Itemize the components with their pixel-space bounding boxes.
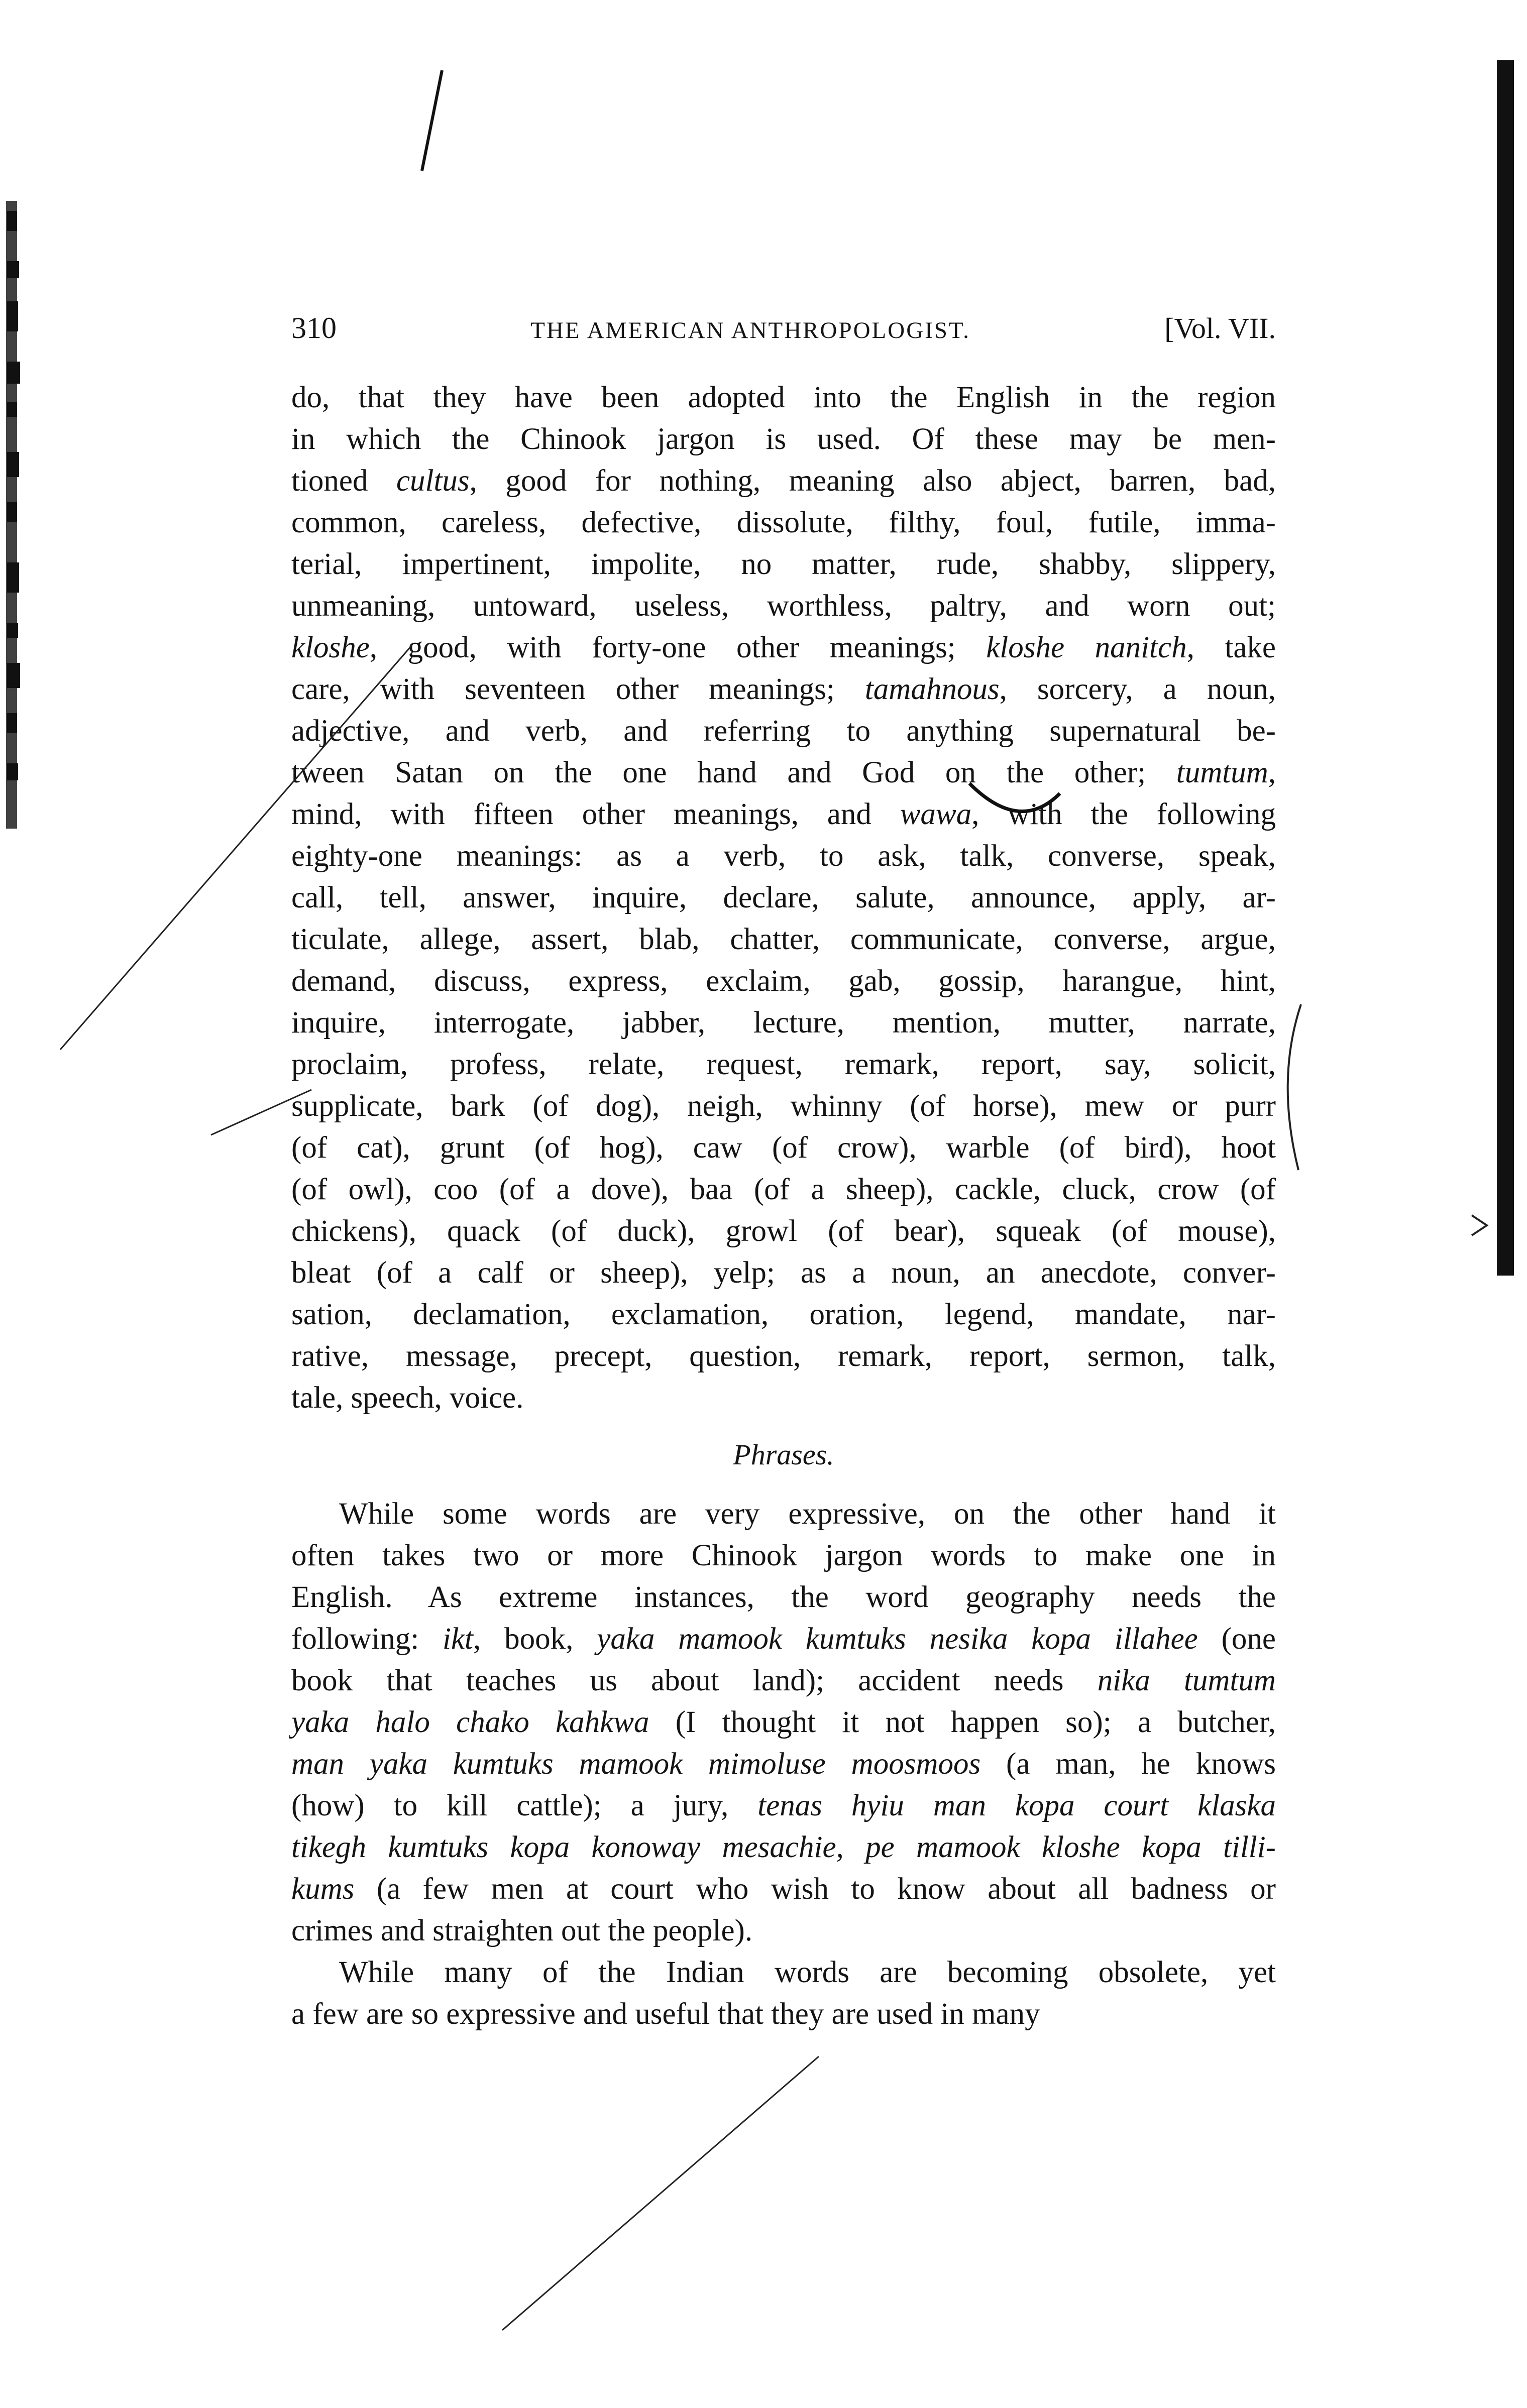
text-run: crimes and straighten out the people).: [291, 1914, 753, 1947]
text-run: following:: [291, 1622, 443, 1656]
text-run: , take: [1186, 631, 1276, 664]
text-run: (one: [1197, 1622, 1276, 1656]
chinook-term: yaka halo chako kahkwa: [291, 1705, 649, 1739]
text-run: supplicate, bark (of dog), neigh, whinny (of horse), mew or purr: [291, 1089, 1276, 1123]
pencil-bracket-right: [1288, 1004, 1301, 1170]
chinook-term: kloshe nanitch: [986, 631, 1187, 664]
chinook-term: tenas hyiu man kopa court klaska: [757, 1789, 1276, 1822]
pencil-stroke-bottom: [502, 2056, 819, 2330]
text-run: book that teaches us about land); accident needs: [291, 1664, 1098, 1697]
text-run: common, careless, defective, dissolute, filthy, foul, futile, imma-: [291, 506, 1276, 539]
text-run: a few are so expressive and useful that they are used in many: [291, 1997, 1040, 2031]
text-run: (a man, he knows: [980, 1747, 1276, 1781]
text-run: English. As extreme instances, the word geography needs the: [291, 1580, 1276, 1614]
text-run: inquire, interrogate, jabber, lecture, mention, mutter, narrate,: [291, 1006, 1276, 1040]
chinook-term: man yaka kumtuks mamook mimoluse moosmoos: [291, 1747, 981, 1781]
chinook-term: tumtum: [1176, 756, 1268, 789]
text-run: tween Satan on the one hand and God on the other;: [291, 756, 1176, 789]
text-run: , good, with forty-one other meanings;: [369, 631, 987, 664]
chinook-term: yaka mamook kumtuks nesika kopa illahee: [597, 1622, 1198, 1656]
chinook-term: tikegh kumtuks kopa konoway mesachie, pe mamook kloshe kopa tilli-: [291, 1830, 1276, 1864]
chinook-term: kums: [291, 1872, 355, 1906]
text-run: (how) to kill cattle); a jury,: [291, 1789, 758, 1822]
pencil-loop: [969, 783, 1060, 812]
text-run: (of cat), grunt (of hog), caw (of crow), warble (of bird), hoot: [291, 1131, 1276, 1165]
text-run: ticulate, allege, assert, blab, chatter, communicate, converse, argue,: [291, 923, 1276, 956]
chinook-term: kloshe: [291, 631, 370, 664]
text-run: , with the following: [971, 797, 1276, 831]
text-run: bleat (of a calf or sheep), yelp; as a noun, an anecdote, conver-: [291, 1256, 1276, 1290]
journal-title: THE AMERICAN ANTHROPOLOGIST.: [530, 317, 970, 343]
text-run: mind, with fifteen other meanings, and: [291, 797, 900, 831]
chinook-term: wawa: [900, 797, 972, 831]
text-run: rative, message, precept, question, remark, report, sermon, talk,: [291, 1339, 1276, 1373]
pencil-stroke-diagonal-left: [60, 645, 412, 1050]
chinook-term: cultus: [396, 464, 470, 498]
pencil-arrow-right: [1472, 1215, 1487, 1235]
chinook-term: tamahnous: [864, 672, 1000, 706]
text-run: chickens), quack (of duck), growl (of bear), squeak (of mouse),: [291, 1214, 1276, 1248]
chinook-term: ikt: [443, 1622, 474, 1656]
pencil-stroke-top: [422, 70, 442, 171]
text-run: (I thought it not happen so); a butcher,: [649, 1705, 1276, 1739]
text-run: (of owl), coo (of a dove), baa (of a sheep), cackle, cluck, crow (of: [291, 1173, 1276, 1206]
text-run: unmeaning, untoward, useless, worthless, paltry, and worn out;: [291, 589, 1276, 623]
page-number: 310: [291, 311, 337, 345]
text-run: in which the Chinook jargon is used. Of these may be men-: [291, 422, 1276, 456]
text-run: adjective, and verb, and referring to anything supernatural be-: [291, 714, 1276, 748]
text-run: , sorcery, a noun,: [999, 672, 1276, 706]
text-run: tioned: [291, 464, 396, 498]
text-run: often takes two or more Chinook jargon words to make one in: [291, 1539, 1276, 1572]
section-heading-phrases: Phrases.: [733, 1438, 834, 1471]
text-run: demand, discuss, express, exclaim, gab, gossip, harangue, hint,: [291, 964, 1276, 998]
text-run: care, with seventeen other meanings;: [291, 672, 865, 706]
text-run: (a few men at court who wish to know about all badness or: [354, 1872, 1276, 1906]
text-run: While some words are very expressive, on the other hand it: [339, 1497, 1276, 1531]
text-run: call, tell, answer, inquire, declare, salute, announce, apply, ar-: [291, 881, 1276, 914]
text-run: ,: [1268, 756, 1276, 789]
text-run: proclaim, profess, relate, request, remark, report, say, solicit,: [291, 1048, 1276, 1081]
text-run: do, that they have been adopted into the English in the region: [291, 381, 1276, 414]
volume-label: [Vol. VII.: [1164, 312, 1276, 345]
text-run: , book,: [473, 1622, 597, 1656]
text-run: sation, declamation, exclamation, oration, legend, mandate, nar-: [291, 1298, 1276, 1331]
text-run: tale, speech, voice.: [291, 1381, 524, 1415]
text-run: While many of the Indian words are becoming obsolete, yet: [339, 1956, 1276, 1989]
text-run: eighty-one meanings: as a verb, to ask, talk, converse, speak,: [291, 839, 1276, 873]
text-run: , good for nothing, meaning also abject, barren, bad,: [469, 464, 1276, 498]
chinook-term: nika tumtum: [1097, 1664, 1276, 1697]
pencil-stroke-short-left: [211, 1090, 311, 1135]
text-run: terial, impertinent, impolite, no matter, rude, shabby, slippery,: [291, 547, 1276, 581]
